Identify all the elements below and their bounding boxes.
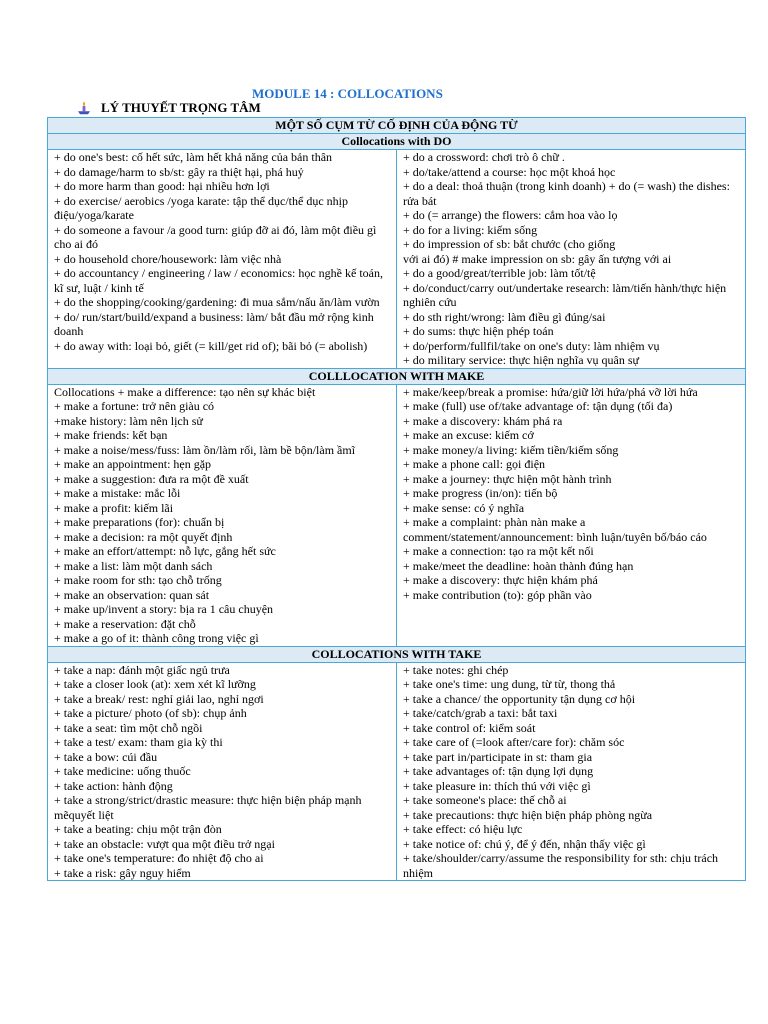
list-item: + take action: hành động — [54, 778, 173, 793]
list-item: + do/conduct/carry out/undertake research: làm/tiến hành/thực hiện nghiên cứu — [403, 280, 727, 309]
list-item: + take a beating: chịu một trận đòn — [54, 822, 222, 836]
list-item: + do damage/harm to sb/st: gây ra thiệt hại, phá huỷ — [54, 164, 304, 179]
list-item: + make friends: kết bạn — [54, 428, 168, 442]
list-item: + take control of: kiểm soát — [403, 720, 536, 735]
section-title-take: COLLOCATIONS WITH TAKE — [48, 646, 746, 662]
list-item: + make room for sth: tạo chỗ trống — [54, 573, 222, 587]
list-item: với ai đó) # make impression on sb: gây ấn tượng với ai — [403, 251, 672, 266]
list-item: + do one's best: cố hết sức, làm hết khả năng của bản thân — [54, 150, 333, 164]
list-item: + make a list: làm một danh sách — [54, 558, 213, 573]
list-item: + do a crossword: chơi trò ô chữ . — [403, 150, 565, 164]
list-item: + make an observation: quan sát — [54, 587, 210, 602]
list-item: + take effect: có hiệu lực — [403, 822, 523, 836]
list-item: + make/keep/break a promise: hứa/giữ lời hứa/phá vỡ lời hứa — [403, 384, 698, 399]
list-item: + take care of (=look after/care for): chăm sóc — [403, 735, 625, 749]
list-item: + take a nap: đánh một giấc ngủ trưa — [54, 662, 230, 677]
list-item: + make (full) use of/take advantage of: tận dụng (tối đa) — [403, 399, 673, 413]
module-title: MODULE 14 : COLLOCATIONS — [252, 86, 443, 101]
list-item: + take a closer look (at): xem xét kĩ lưỡng — [54, 677, 256, 691]
list-item: + take a picture/ photo (of sb): chụp ảnh — [54, 706, 247, 720]
section-do-row — [48, 150, 746, 369]
list-item: + take medicine: uống thuốc — [54, 764, 191, 778]
list-item: Collocations + make a difference: tạo nên sự khác biệt — [54, 384, 316, 399]
list-item: + take a strong/strict/drastic measure: thực hiện biện pháp mạnh mẽquyết liệt — [54, 793, 362, 822]
list-item: + do away with: loại bỏ, giết (= kill/get rid of); bãi bỏ (= abolish) — [54, 338, 368, 353]
theory-heading-text: LÝ THUYẾT TRỌNG TÂM — [101, 100, 261, 115]
list-item: + make preparations (for): chuẩn bị — [54, 515, 225, 529]
list-item: + make a fortune: trở nên giàu có — [54, 399, 215, 413]
list-item: + make a complaint: phàn nàn make a comment/statement/announcement: bình luận/tuyên bố/báo cáo — [403, 515, 707, 544]
list-item: + make a discovery: thực hiện khám phá — [403, 573, 598, 587]
list-item: + make a discovery: khám phá ra — [403, 413, 563, 428]
list-item: + make an excuse: kiếm cớ — [403, 428, 534, 442]
list-item: + take notice of: chú ý, để ý đến, nhận thấy việc gì — [403, 836, 646, 851]
list-item: + take one's time: ung dung, từ từ, thong thả — [403, 677, 616, 691]
list-item: + make a mistake: mắc lỗi — [54, 486, 181, 500]
list-item: + take a test/ exam: tham gia kỳ thi — [54, 735, 223, 749]
list-item: +make history: làm nên lịch sử — [54, 413, 203, 428]
candle-bullet-icon — [77, 101, 91, 115]
list-item: + do impression of sb: bắt chước (cho giống — [403, 237, 616, 251]
list-item: + do (= arrange) the flowers: cắm hoa vào lọ — [403, 208, 618, 222]
list-item: + do the shopping/cooking/gardening: đi mua sắm/nấu ăn/làm vườn — [54, 295, 380, 309]
list-item: + take one's temperature: đo nhiệt độ cho ai — [54, 851, 264, 865]
section-title-make: COLLLOCATION WITH MAKE — [48, 368, 746, 384]
list-item: + take an obstacle: vượt qua một điều trở ngại — [54, 836, 275, 851]
list-item: + take a bow: cúi đầu — [54, 749, 158, 764]
section-title-do: Collocations with DO — [48, 134, 746, 150]
list-item: + make a connection: tạo ra một kết nối — [403, 544, 594, 558]
make-right-column — [397, 384, 746, 646]
list-item: + make progress (in/on): tiến bộ — [403, 486, 558, 500]
table-main-title: MỘT SỐ CỤM TỪ CỐ ĐỊNH CỦA ĐỘNG TỪ — [48, 118, 746, 134]
list-item: + do/take/attend a course: học một khoá học — [403, 164, 616, 179]
list-item: + do a good/great/terrible job: làm tốt/tệ — [403, 266, 596, 280]
list-item: + do more harm than good: hại nhiều hơn lợi — [54, 179, 270, 193]
list-item: + take part in/participate in st: tham gia — [403, 749, 593, 764]
do-left-column — [48, 150, 397, 369]
list-item: + do someone a favour /a good turn: giúp đỡ ai đó, làm một điều gì cho ai đó — [54, 222, 377, 251]
list-item: + make sense: có ý nghĩa — [403, 500, 525, 515]
list-item: + do military service: thực hiện nghĩa vụ quân sự — [403, 353, 640, 367]
list-item: + take a risk: gây nguy hiểm — [54, 865, 191, 880]
theory-heading — [77, 100, 261, 116]
list-item: + take a chance/ the opportunity tận dụng cơ hội — [403, 691, 636, 706]
list-item: + make a reservation: đặt chỗ — [54, 616, 196, 631]
list-item: + make a decision: ra một quyết định — [54, 529, 233, 544]
do-right-column — [397, 150, 746, 369]
list-item: + take precautions: thực hiện biện pháp phòng ngừa — [403, 807, 653, 822]
list-item: + take pleasure in: thích thú với việc gì — [403, 778, 591, 793]
list-item: + make a profit: kiếm lãi — [54, 500, 174, 515]
list-item: + take advantages of: tận dụng lợi dụng — [403, 764, 594, 778]
list-item: + do accountancy / engineering / law / economics: học nghề kế toán, kĩ sư, luật / kinh tế — [54, 266, 383, 295]
list-item: + take someone's place: thế chỗ ai — [403, 793, 567, 807]
list-item: + do sums: thực hiện phép toán — [403, 324, 554, 338]
list-item: + do/perform/fullfil/take on one's duty: làm nhiệm vụ — [403, 338, 660, 353]
list-item: + do for a living: kiếm sống — [403, 222, 538, 237]
list-item: + do household chore/housework: làm việc nhà — [54, 251, 282, 266]
list-item: + take notes: ghi chép — [403, 662, 509, 677]
list-item: + take/shoulder/carry/assume the responsibility for sth: chịu trách nhiệm — [403, 851, 719, 880]
list-item: + make an appointment: hẹn gặp — [54, 457, 212, 471]
make-left-column — [48, 384, 397, 646]
list-item: + make a journey: thực hiện một hành trình — [403, 471, 612, 486]
list-item: + make/meet the deadline: hoàn thành đúng hạn — [403, 558, 634, 573]
list-item: + take a break/ rest: nghỉ giải lao, nghỉ ngơi — [54, 691, 264, 706]
list-item: + make a go of it: thành công trong việc gì — [54, 631, 259, 645]
list-item: + do sth right/wrong: làm điều gì đúng/sai — [403, 309, 606, 324]
collocations-table — [47, 117, 746, 881]
list-item: + make a suggestion: đưa ra một đề xuất — [54, 471, 249, 486]
list-item: + do a deal: thoả thuận (trong kinh doanh) + do (= wash) the dishes: rửa bát — [403, 179, 730, 208]
list-item: + make a phone call: gọi điện — [403, 457, 546, 471]
list-item: + do/ run/start/build/expand a business: làm/ bắt đầu mở rộng kinh doanh — [54, 309, 374, 338]
list-item: + do exercise/ aerobics /yoga karate: tập thể dục/thể dục nhịp điệu/yoga/karate — [54, 193, 348, 222]
list-item: + take a seat: tìm một chỗ ngồi — [54, 720, 203, 735]
section-take-row — [48, 662, 746, 881]
list-item: + take/catch/grab a taxi: bắt taxi — [403, 706, 558, 720]
list-item: + make money/a living: kiếm tiền/kiếm sống — [403, 442, 619, 457]
take-left-column — [48, 662, 397, 881]
list-item: + make up/invent a story: bịa ra 1 câu chuyện — [54, 602, 274, 616]
take-right-column — [397, 662, 746, 881]
section-make-row — [48, 384, 746, 646]
list-item: + make a noise/mess/fuss: làm ồn/làm rối, làm bề bộn/làm ầmĩ — [54, 442, 356, 457]
list-item: + make an effort/attempt: nỗ lực, gắng hết sức — [54, 544, 276, 558]
list-item: + make contribution (to): góp phần vào — [403, 587, 592, 602]
